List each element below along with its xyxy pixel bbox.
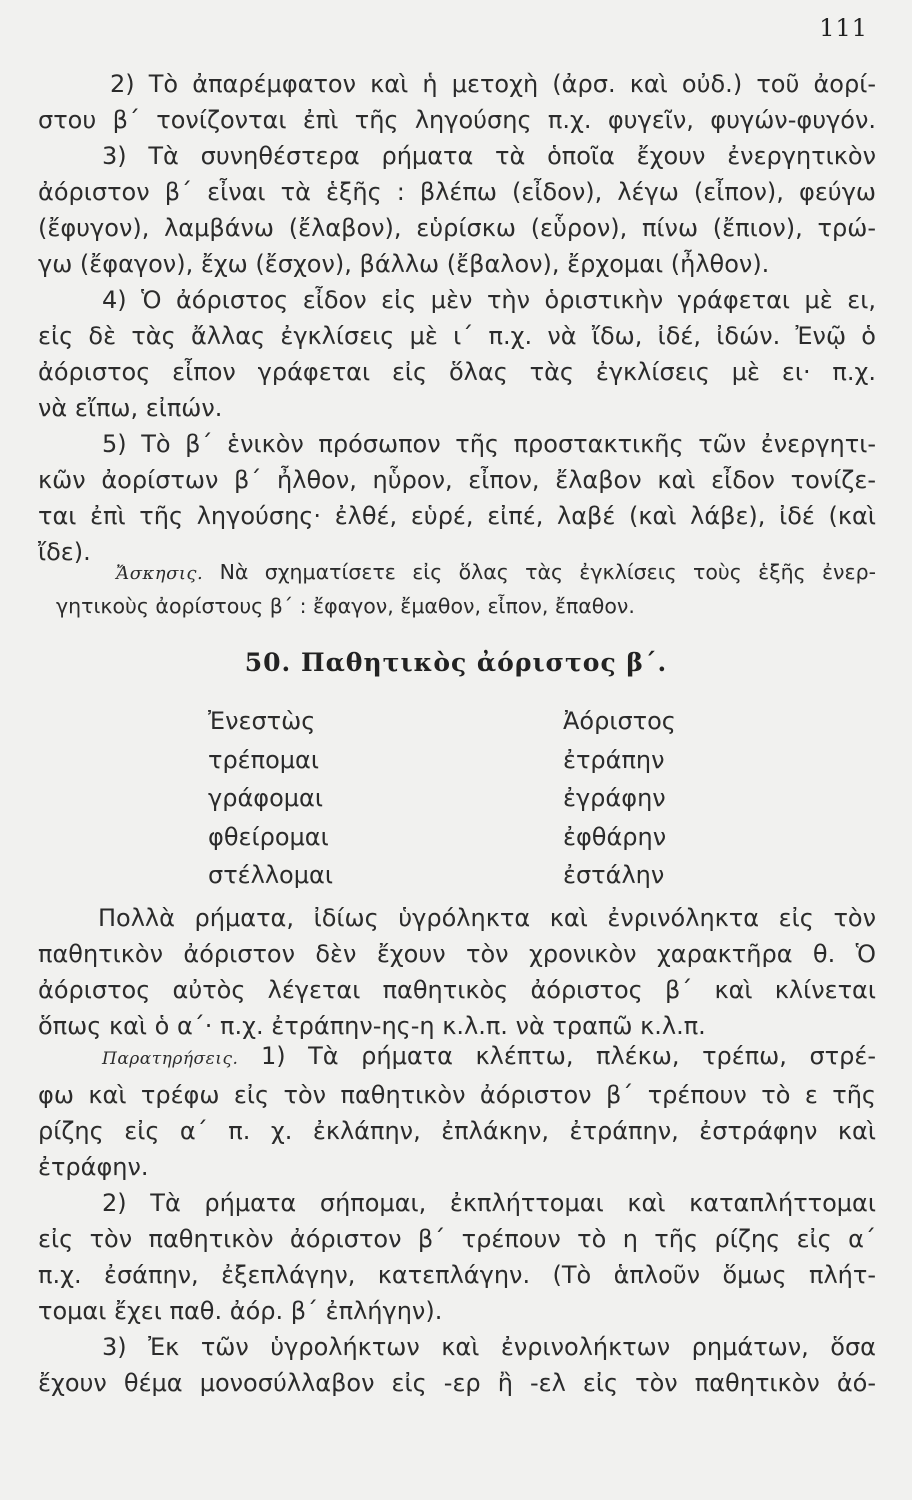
text-line: ὅπως καὶ ὁ α΄· π.χ. ἐτράπην-ης-η κ.λ.π. νὰ τραπῶ κ.λ.π. <box>38 1012 706 1040</box>
text-line: 3) Τὰ συνηθέστερα ρήματα τὰ ὁποῖα ἔχουν ἐνεργητικὸν <box>102 142 876 170</box>
text-line: φω καὶ τρέφω εἰς τὸν παθητικὸν ἀόριστον β΄ τρέπουν τὸ ε τῆς <box>38 1081 876 1109</box>
text-line: 5) Τὸ β΄ ἑνικὸν πρόσωπον τῆς προστακτικῆς τῶν ἐνεργητι- <box>102 430 876 458</box>
text-line: παθητικὸν ἀόριστον δὲν ἔχουν τὸν χρονικὸν χαρακτῆρα θ. Ὁ <box>38 940 876 968</box>
table-cell: ἐτράπην <box>563 745 665 774</box>
text-line: εἰς τὸν παθητικὸν ἀόριστον β΄ τρέπουν τὸ η τῆς ρίζης εἰς α΄ <box>38 1225 876 1253</box>
text-line: 3) Ἐκ τῶν ὑγρολήκτων καὶ ἐνρινολήκτων ρημάτων, ὅσα <box>102 1333 876 1361</box>
remarks-text: 1) Τὰ ρήματα κλέπτω, πλέκω, τρέπω, στρέ- <box>260 1042 876 1070</box>
table-header: Ἀόριστος <box>563 707 676 735</box>
text-line: ἐτράφην. <box>38 1153 149 1181</box>
remarks-line <box>38 1038 876 1077</box>
table-column-present <box>208 702 333 895</box>
text-line: εἰς δὲ τὰς ἄλλας ἐγκλίσεις μὲ ι΄ π.χ. νὰ ἴδω, ἰδέ, ἰδών. Ἐνῷ ὁ <box>38 322 876 350</box>
table-cell: ἐγράφην <box>563 784 666 812</box>
table-cell: τρέπομαι <box>208 745 319 774</box>
text-line: στου β΄ τονίζονται ἐπὶ τῆς ληγούσης π.χ. φυγεῖν, φυγών-φυγόν. <box>38 106 876 134</box>
exercise-label: Ἄσκησις. <box>116 563 204 584</box>
table-cell: φθείρομαι <box>208 822 329 851</box>
text-line: νὰ εἴπω, εἰπών. <box>38 394 223 422</box>
text-line: ται ἐπὶ τῆς ληγούσης· ἐλθέ, εὑρέ, εἰπέ, λαβέ (καὶ λάβε), ἰδέ (καὶ <box>38 502 876 530</box>
table-cell: ἐστάλην <box>563 861 665 889</box>
text-line: τομαι ἔχει παθ. ἀόρ. β΄ ἐπλήγην). <box>38 1297 443 1325</box>
text-line: (ἔφυγον), λαμβάνω (ἔλαβον), εὑρίσκω (εὗρον), πίνω (ἔπιον), τρώ- <box>38 214 876 242</box>
table-cell: στέλλομαι <box>208 861 333 889</box>
text-line: ἀόριστον β΄ εἶναι τὰ ἑξῆς : βλέπω (εἶδον), λέγω (εἶπον), φεύγω <box>38 178 876 206</box>
remarks-label: Παρατηρήσεις. <box>102 1049 239 1069</box>
text-line: κῶν ἀορίστων β΄ ἦλθον, ηὗρον, εἶπον, ἔλαβον καὶ εἶδον τονίζε- <box>38 466 876 494</box>
page-number: 111 <box>819 14 868 42</box>
paragraphs-2-to-5 <box>38 66 876 570</box>
text-line: ρίζης εἰς α΄ π. χ. ἐκλάπην, ἐπλάκην, ἐτράπην, ἐστράφην καὶ <box>38 1117 876 1145</box>
table-column-aorist <box>563 702 676 895</box>
exercise-text: Νὰ σχηματίσετε εἰς ὅλας τὰς ἐγκλίσεις τοὺς ἑξῆς ἐνερ- <box>219 560 876 584</box>
text-line: Πολλὰ ρήματα, ἰδίως ὑγρόληκτα καὶ ἐνρινόληκτα εἰς τὸν <box>98 904 876 932</box>
table-cell: γράφομαι <box>208 784 323 812</box>
text-line: ἴδε). <box>38 538 91 566</box>
text-line: ἀόριστος αὐτὸς λέγεται παθητικὸς ἀόριστος β΄ καὶ κλίνεται <box>38 976 876 1004</box>
paragraph-explanation <box>38 900 876 1044</box>
text-line: ἀόριστος εἶπον γράφεται εἰς ὅλας τὰς ἐγκλίσεις μὲ ει· π.χ. <box>38 358 876 386</box>
text-line: π.χ. ἐσάπην, ἐξεπλάγην, κατεπλάγην. (Τὸ ἁπλοῦν ὅμως πλήτ- <box>38 1261 876 1289</box>
table-cell: ἐφθάρην <box>563 822 667 851</box>
text-line: γω (ἔφαγον), ἔχω (ἔσχον), βάλλω (ἔβαλον), ἔρχομαι (ἦλθον). <box>38 250 770 278</box>
table-header: Ἐνεστὼς <box>208 707 316 735</box>
text-line: 2) Τὰ ρήματα σήπομαι, ἐκπλήττομαι καὶ καταπλήττομαι <box>102 1189 876 1217</box>
exercise <box>56 556 876 623</box>
section-heading: 50. Παθητικὸς ἀόριστος β΄. <box>244 648 668 677</box>
exercise-line: γητικοὺς ἀορίστους β΄ : ἔφαγον, ἔμαθον, εἶπον, ἔπαθον. <box>56 594 635 618</box>
remarks <box>38 1038 876 1401</box>
text-line: 4) Ὁ ἀόριστος εἶδον εἰς μὲν τὴν ὁριστικὴν γράφεται μὲ ει, <box>102 286 876 314</box>
exercise-line <box>56 556 876 590</box>
text-line: 2) Τὸ ἀπαρέμφατον καὶ ἡ μετοχὴ (ἀρσ. καὶ οὐδ.) τοῦ ἀορί- <box>110 70 876 98</box>
text-line: ἔχουν θέμα μονοσύλλαβον εἰς -ερ ἢ -ελ εἰς τὸν παθητικὸν ἀό- <box>38 1369 876 1397</box>
